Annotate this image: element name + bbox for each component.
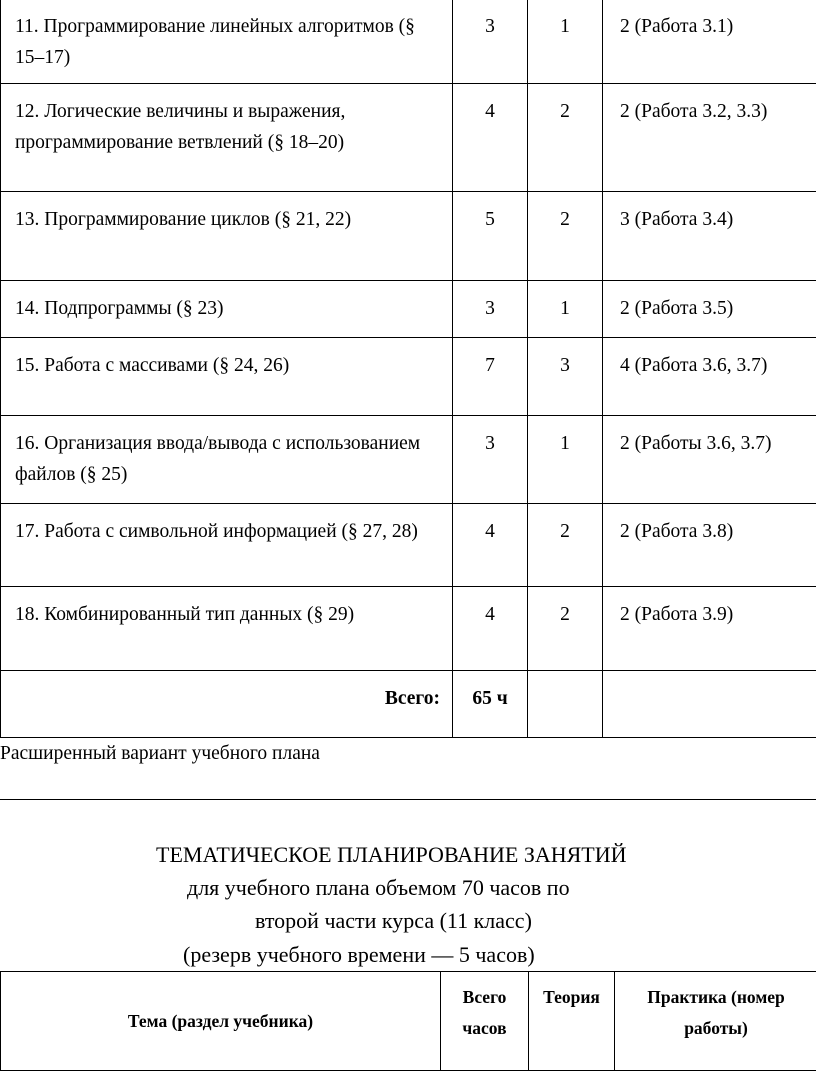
- plan-table-header: [0, 971, 816, 1071]
- table-row: [1, 0, 816, 84]
- total-hours-cell: 5: [453, 192, 528, 281]
- theory-cell: 2: [528, 587, 603, 671]
- practice-cell: 2 (Работы 3.6, 3.7): [603, 416, 816, 504]
- practice-cell: 2 (Работа 3.9): [603, 587, 816, 671]
- header-total-hours: Всего часов: [441, 972, 529, 1071]
- topic-cell: 11. Программирование линейных алгоритмов (§ 15–17): [1, 0, 453, 84]
- practice-cell: 2 (Работа 3.8): [603, 504, 816, 587]
- topic-cell: 12. Логические величины и выражения, программирование ветвлений (§ 18–20): [1, 84, 453, 192]
- practice-cell: 2 (Работа 3.2, 3.3): [603, 84, 816, 192]
- theory-cell: 2: [528, 192, 603, 281]
- topic-cell: 18. Комбинированный тип данных (§ 29): [1, 587, 453, 671]
- total-row: [1, 671, 816, 738]
- empty-cell: [528, 671, 603, 738]
- topic-cell: 14. Подпрограммы (§ 23): [1, 281, 453, 338]
- empty-cell: [603, 671, 816, 738]
- table-row: [1, 416, 816, 504]
- total-hours-cell: 4: [453, 84, 528, 192]
- theory-cell: 2: [528, 504, 603, 587]
- table-row: [1, 281, 816, 338]
- topic-cell: 15. Работа с массивами (§ 24, 26): [1, 338, 453, 416]
- theory-cell: 2: [528, 84, 603, 192]
- table-row: [1, 192, 816, 281]
- topic-cell: 16. Организация ввода/вывода с использованием файлов (§ 25): [1, 416, 453, 504]
- theory-cell: 1: [528, 0, 603, 84]
- table-row: [1, 84, 816, 192]
- theory-cell: 3: [528, 338, 603, 416]
- topic-cell: 13. Программирование циклов (§ 21, 22): [1, 192, 453, 281]
- heading-line-4: (резерв учебного времени — 5 часов): [183, 938, 535, 971]
- practice-cell: 2 (Работа 3.5): [603, 281, 816, 338]
- heading-line-3: второй части курса (11 класс): [255, 904, 532, 937]
- header-topic: Тема (раздел учебника): [1, 972, 441, 1071]
- total-hours-cell: 3: [453, 416, 528, 504]
- practice-cell: 4 (Работа 3.6, 3.7): [603, 338, 816, 416]
- total-hours-cell: 4: [453, 504, 528, 587]
- total-hours-cell: 3: [453, 0, 528, 84]
- table-row: [1, 338, 816, 416]
- total-hours-cell: 3: [453, 281, 528, 338]
- horizontal-divider: [0, 799, 816, 800]
- theory-cell: 1: [528, 416, 603, 504]
- total-value: 65 ч: [453, 671, 528, 738]
- practice-cell: 3 (Работа 3.4): [603, 192, 816, 281]
- table-row: [1, 587, 816, 671]
- topic-cell: 17. Работа с символьной информацией (§ 27, 28): [1, 504, 453, 587]
- total-label: Всего:: [1, 671, 453, 738]
- table-row: [1, 504, 816, 587]
- total-hours-cell: 4: [453, 587, 528, 671]
- theory-cell: 1: [528, 281, 603, 338]
- practice-cell: 2 (Работа 3.1): [603, 0, 816, 84]
- header-theory: Теория: [529, 972, 615, 1071]
- heading-line-1: ТЕМАТИЧЕСКОЕ ПЛАНИРОВАНИЕ ЗАНЯТИЙ: [156, 838, 627, 871]
- heading-line-2: для учебного плана объемом 70 часов по: [187, 871, 570, 904]
- header-practice: Практика (номер работы): [615, 972, 816, 1071]
- plan-note: Расширенный вариант учебного плана: [0, 738, 320, 769]
- total-hours-cell: 7: [453, 338, 528, 416]
